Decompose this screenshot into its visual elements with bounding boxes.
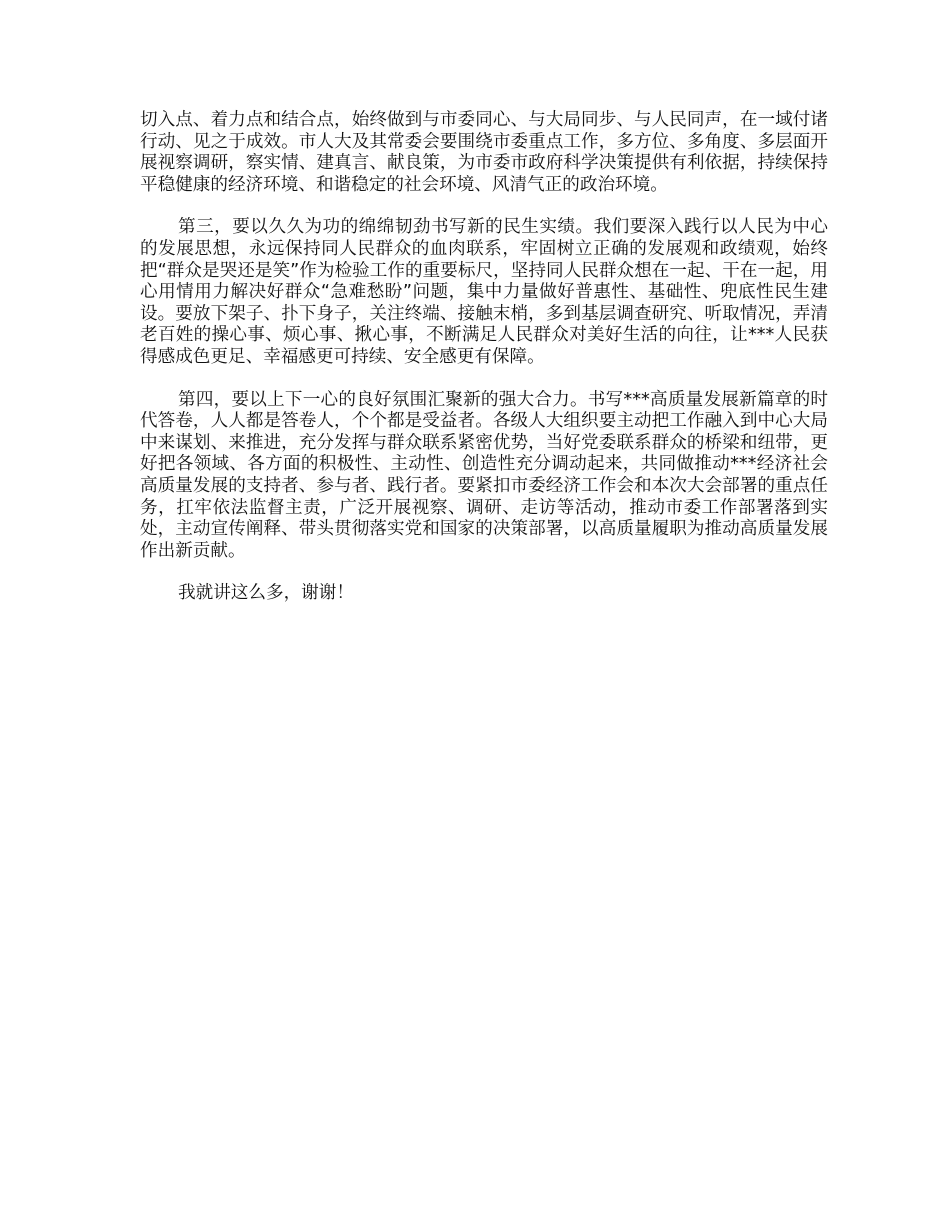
paragraph-third-point: 第三，要以久久为功的绵绵韧劲书写新的民生实绩。我们要深入践行以人民为中心的发展思想，永远保持同人民群众的血肉联系，牢固树立正确的发展观和政绩观，始终把“群众是哭还是笑”作为检验工作的重要标尺，坚持同人民群众想在一起、干在一起，用心用情用力解决好群众“急难愁盼”问题，集中力量做好普惠性、基础性、兜底性民生建设。要放下架子、扑下身子，关注终端、接触末梢，多到基层调查研究、听取情况，弄清老百姓的操心事、烦心事、揪心事，不断满足人民群众对美好生活的向往，让***人民获得感成色更足、幸福感更可持续、安全感更有保障。	[140, 217, 828, 367]
paragraph-closing: 我就讲这么多，谢谢！	[178, 583, 354, 604]
paragraph-continued-intro: 切入点、着力点和结合点，始终做到与市委同心、与大局同步、与人民同声，在一域付诸行动、见之于成效。市人大及其常委会要围绕市委重点工作，多方位、多角度、多层面开展视察调研，察实情、建真言、献良策，为市委市政府科学决策提供有利依据，持续保持平稳健康的经济环境、和谐稳定的社会环境、风清气正的政治环境。	[140, 110, 828, 195]
document-page	[140, 110, 828, 626]
paragraph-fourth-point: 第四，要以上下一心的良好氛围汇聚新的强大合力。书写***高质量发展新篇章的时代答卷，人人都是答卷人，个个都是受益者。各级人大组织要主动把工作融入到中心大局中来谋划、来推进，充分发挥与群众联系紧密优势，当好党委联系群众的桥梁和纽带，更好把各领域、各方面的积极性、主动性、创造性充分调动起来，共同做推动***经济社会高质量发展的支持者、参与者、践行者。要紧扣市委经济工作会和本次大会部署的重点任务，扛牢依法监督主责，广泛开展视察、调研、走访等活动，推动市委工作部署落到实处，主动宣传阐释、带头贯彻落实党和国家的决策部署，以高质量履职为推动高质量发展作出新贡献。	[140, 389, 828, 561]
